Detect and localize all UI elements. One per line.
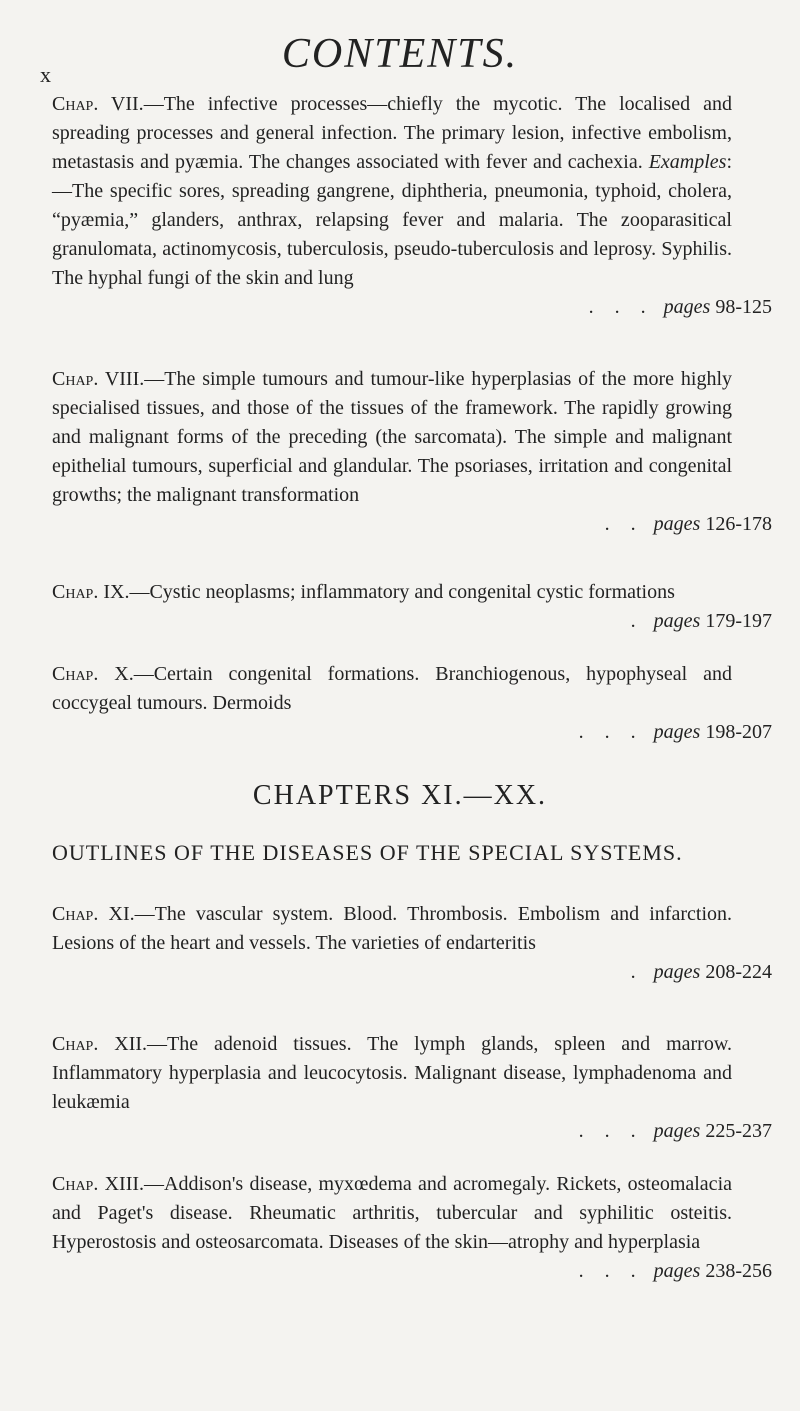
examples-text: :—The specific sores, spreading gangrene, diphtheria, pneumonia, typhoid, cholera, “pyæmia,” glanders, anthrax, relapsing fever and malaria. The zooparasitical granulomata, actinomycosis, tuberculosis, pseudo-tuberculosis and leprosy. Syphilis. The hyphal fungi of the skin and lung — [52, 151, 733, 289]
examples-label: Examples — [648, 151, 727, 173]
toc-entry-chap-xii — [52, 1030, 772, 1146]
entry-text: —The infective processes—chiefly the mycotic. The localised and spreading processes and general infection. The primary lesion, infective embolism, metastasis and pyæmia. The changes associated with fever and cachexia. — [52, 93, 732, 173]
chapter-label: Chap. VIII. — [52, 368, 145, 390]
toc-entry-chap-ix — [52, 578, 772, 636]
page-range: . . . pages 238-256 — [578, 1260, 772, 1282]
toc-entry-chap-xi — [52, 900, 772, 987]
toc-entry-chap-vii — [52, 90, 772, 322]
chapter-label: Chap. XI. — [52, 903, 135, 925]
entry-text: —The vascular system. Blood. Thrombosis. Embolism and infarction. Lesions of the heart and vessels. The varieties of endarteritis — [52, 903, 732, 954]
page-range: . . . pages 98-125 — [588, 296, 772, 318]
chapter-label: Chap. XII. — [52, 1033, 148, 1055]
toc-entry-chap-viii — [52, 365, 772, 539]
page-range: . pages 208-224 — [630, 961, 772, 983]
chapter-label: Chap. X. — [52, 663, 134, 685]
running-head: CONTENTS. — [281, 31, 519, 77]
entry-text: —Certain congenital formations. Branchiogenous, hypophyseal and coccygeal tumours. Dermoids — [52, 663, 732, 714]
page-range: . . . pages 225-237 — [578, 1120, 772, 1142]
chapter-label: Chap. VII. — [52, 93, 144, 115]
page-range: . pages 179-197 — [630, 610, 772, 632]
chapter-label: Chap. IX. — [52, 581, 130, 603]
chapter-label: Chap. XIII. — [52, 1173, 145, 1195]
page-range: . . pages 126-178 — [604, 513, 772, 535]
entry-text: —The adenoid tissues. The lymph glands, spleen and marrow. Inflammatory hyperplasia and leucocytosis. Malignant disease, lymphadenoma and leukæmia — [52, 1033, 732, 1113]
page-marker: x — [40, 62, 51, 87]
entry-text: —Addison's disease, myxœdema and acromegaly. Rickets, osteomalacia and Paget's disease. Rheumatic arthritis, tubercular and syphilitic osteitis. Hyperostosis and osteosarcomata. Diseases of the skin—atrophy and hyperplasia — [52, 1173, 732, 1253]
section-subheading: OUTLINES OF THE DISEASES OF THE SPECIAL SYSTEMS. — [52, 840, 683, 865]
section-heading: CHAPTERS XI.—XX. — [252, 780, 548, 811]
page-range: . . . pages 198-207 — [578, 721, 772, 743]
entry-text: —The simple tumours and tumour-like hyperplasias of the more highly specialised tissues, and those of the tissues of the framework. The rapidly growing and malignant forms of the preceding (the sarcomata). The simple and malignant epithelial tumours, superficial and glandular. The psoriases, irritation and congenital growths; the malignant transformation — [52, 368, 732, 506]
toc-entry-chap-xiii — [52, 1170, 772, 1286]
entry-text: —Cystic neoplasms; inflammatory and congenital cystic formations — [129, 581, 675, 603]
toc-entry-chap-x — [52, 660, 772, 747]
